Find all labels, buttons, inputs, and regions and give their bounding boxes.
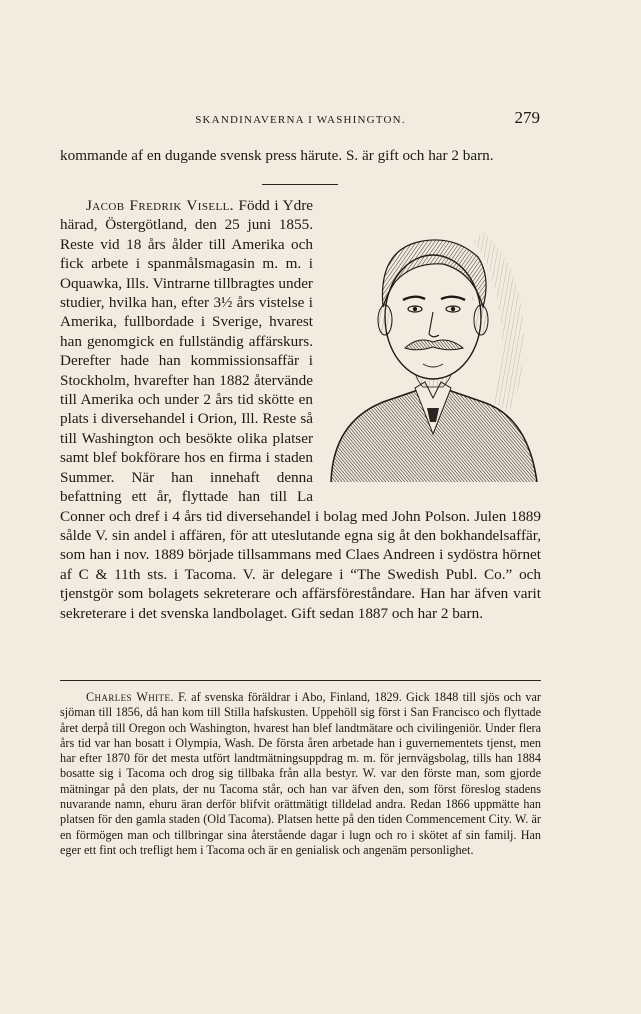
biography-text-visell: Född i Ydre härad, Östergötland, den 25 juni 1855. Reste vid 18 års ålder till Amerika och fick arbete i spanmålsmagasin m. m. i Oquawka, Ills. Vintrarne tillbragtes under studier, hvilka han, efter 3½ års vistelse i Amerika, fullbordade i Sverige, hvarest han genomgick en fullständig affärskurs. Derefter hade han kommissionsaffär i Stockholm, hvarefter han 1882 återvände till Amerika och under 2 års tid skötte en plats i diversehandel i Orion, Ill. Reste så till Washington och besökte olika platser samt blef bokförare hos en firma i staden Summer. När han innehaft denna befattning ett år, flyttade han till La Conner och dref i 4 års tid diversehandel i bolag med John Polson. Julen 1889 sålde V. sin andel i affären, för att uteslutande egna sig åt den bokhandelsaffär, som han i nov. 1889 började tillsammans med Claes Andreen i sydöstra hörnet af C & 11th sts. i Tacoma. V. är delegare i “The Swedish Publ. Co.” och tjenstgör som bolagets sekreterare och affärsföreståndare. Han har äfven varit sekreterare i det svenska landbolaget. Gift sedan 1887 och har 2 barn. [60, 197, 541, 622]
biography-text-white: F. af svenska föräldrar i Abo, Finland, 1829. Gick 1848 till sjös och var sjöman till 1856, då han kom till Stilla hafskusten. Uppehöll sig först i San Francisco och flyttade året derpå till Oregon och Washington, hvarest han blef landtmätare och civilingeniör. Under flera års tid var han bosatt i Olympia, Wash. De första åren arbetade han i guvernementets tjenst, men har efter 1870 för det mesta utfört landtmätningsuppdrag m. m. för jernvägsbolag, tills han 1884 bosatte sig i Tacoma och drog sig tillbaka från alla bestyr. W. var den förste man, som gjorde mätningar på den plats, der nu Tacoma står, och han var äfven den, som först föreslog stadens nuvarande namn, ehuru äran derför blifvit orättmätigt tilldelad andra. Redan 1866 uppmätte han platsen för den gamla staden (Old Tacoma). Platsen hette på den tiden Commencement City. W. är en förmögen man och tillbringar sina återstående dagar i lugn och ro i skötet af sin familj. Han eger ett fint och trefligt hem i Tacoma och är en genialisk och angenäm personlighet. [60, 690, 541, 857]
footnote-paragraph [60, 690, 541, 858]
footnote-text [60, 690, 541, 858]
portrait-engraving [323, 202, 545, 492]
portrait-drawing [323, 202, 545, 492]
section-divider [262, 184, 338, 185]
paragraph-1 [60, 146, 541, 165]
paragraph-1-text: kommande af en dugande svensk press härute. S. är gift och har 2 barn. [60, 147, 494, 164]
biography-name-white: Charles White. [86, 690, 174, 704]
footnote-divider [60, 680, 541, 681]
paragraph-2 [60, 196, 541, 623]
running-head: SKANDINAVERNA I WASHINGTON. [195, 114, 406, 126]
page-number: 279 [514, 108, 540, 127]
biography-name-visell: Jacob Fredrik Visell. [86, 197, 234, 214]
